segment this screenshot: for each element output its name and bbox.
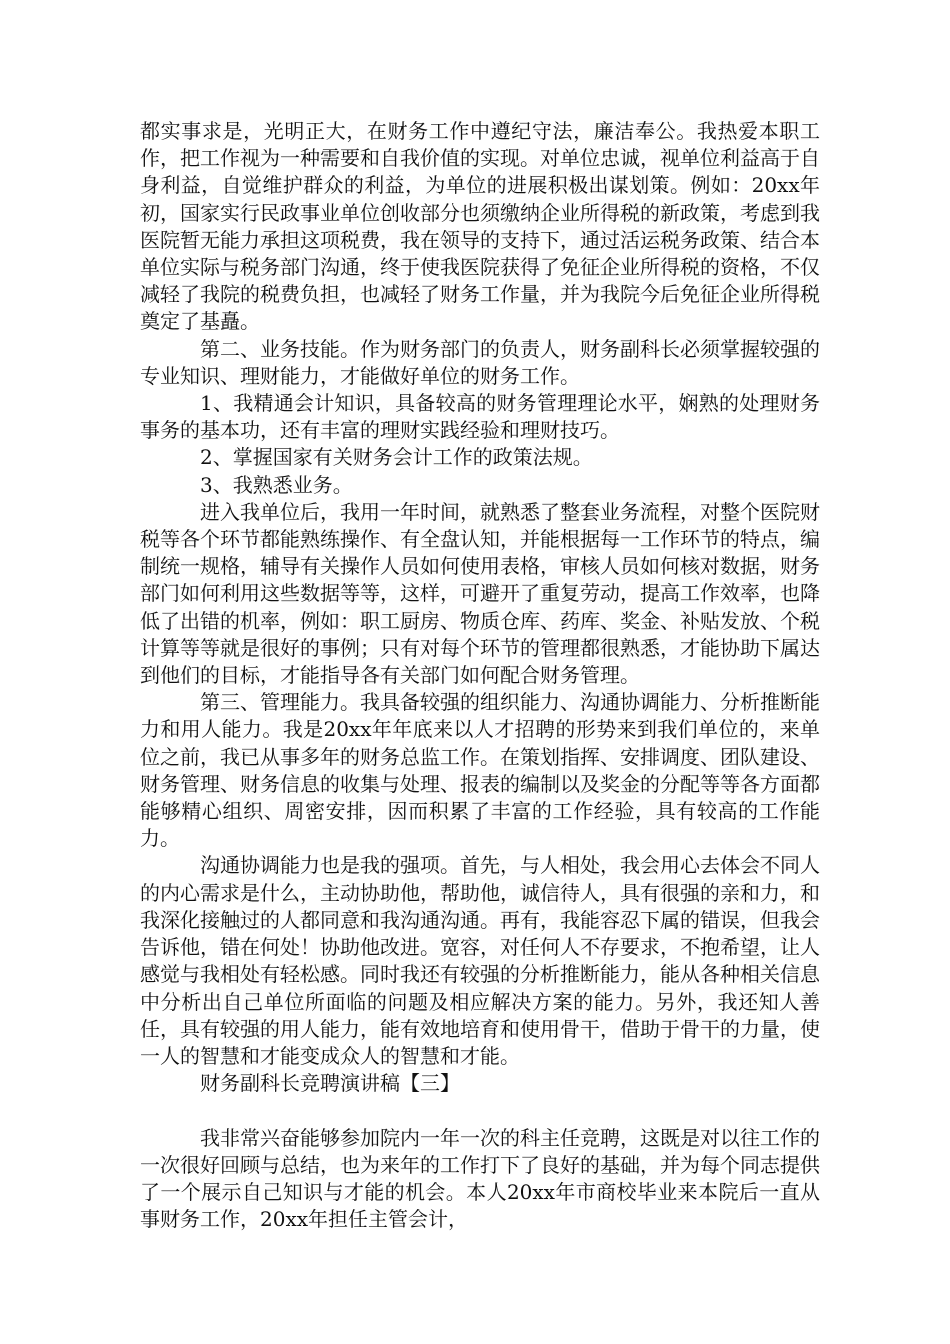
paragraph-communication: 沟通协调能力也是我的强项。首先，与人相处，我会用心去体会不同人的内心需求是什么，主动协助他，帮助他，诚信待人，具有很强的亲和力，和我深化接触过的人都同意和我沟通沟通。再有，我能容忍下属的错误，但我会告诉他，错在何处！协助他改进。宽容，对任何人不存要求，不抱希望，让人感觉与我相处有轻松感。同时我还有较强的分析推断能力，能从各种相关信息中分析出自己单位所面临的问题及相应解决方案的能力。另外，我还知人善任，具有较强的用人能力，能有效地培育和使用骨干，借助于骨干的力量，使一人的智慧和才能变成众人的智慧和才能。	[140, 853, 820, 1068]
paragraph-management: 第三、管理能力。我具备较强的组织能力、沟通协调能力、分析推断能力和用人能力。我是20xx年年底来以人才招聘的形势来到我们单位的，来单位之前，我已从事多年的财务总监工作。在策划指挥、安排调度、团队建设、财务管理、财务信息的收集与处理、报表的编制以及奖金的分配等等各方面都能够精心组织、周密安排，因而积累了丰富的工作经验，具有较高的工作能力。	[140, 690, 820, 851]
paragraph-skill-1: 1、我精通会计知识，具备较高的财务管理理论水平，娴熟的处理财务事务的基本功，还有丰富的理财实践经验和理财技巧。	[140, 391, 820, 443]
blank-line	[140, 1097, 820, 1124]
paragraph-skill-3: 3、我熟悉业务。	[200, 472, 353, 497]
paragraph-integrity: 都实事求是，光明正大，在财务工作中遵纪守法，廉洁奉公。我热爱本职工作，把工作视为一种需要和自我价值的实现。对单位忠诚，视单位利益高于自身利益，自觉维护群众的利益，为单位的进展积极出谋划策。例如：20xx年初，国家实行民政事业单位创收部分也须缴纳企业所得税的新政策，考虑到我医院暂无能力承担这项税费，我在领导的支持下，通过活运税务政策、结合本单位实际与税务部门沟通，终于使我医院获得了免征企业所得税的资格，不仅减轻了我院的税费负担，也减轻了财务工作量，并为我院今后免征企业所得税奠定了基矗。	[140, 119, 820, 334]
paragraph-workflow: 进入我单位后，我用一年时间，就熟悉了整套业务流程，对整个医院财税等各个环节都能熟练操作、有全盘认知，并能根据每一工作环节的特点，编制统一规格，辅导有关操作人员如何使用表格，审核人员如何核对数据，财务部门如何利用这些数据等等，这样，可避开了重复劳动，提高工作效率，也降低了出错的机率，例如：职工厨房、物质仓库、药库、奖金、补贴发放、个税计算等等就是很好的事例；只有对每个环节的管理都很熟悉，才能协助下属达到他们的目标，才能指导各有关部门如何配合财务管理。	[140, 499, 820, 688]
paragraph-business-skills: 第二、业务技能。作为财务部门的负责人，财务副科长必须掌握较强的专业知识、理财能力，才能做好单位的财务工作。	[140, 336, 820, 388]
paragraph-speech-intro: 我非常兴奋能够参加院内一年一次的科主任竞聘，这既是对以往工作的一次很好回顾与总结，也为来年的工作打下了良好的基础，并为每个同志提供了一个展示自己知识与才能的机会。本人20xx年市商校毕业来本院后一直从事财务工作，20xx年担任主管会计，	[140, 1125, 820, 1232]
document-body	[140, 118, 820, 1233]
section-heading: 财务副科长竞聘演讲稿【三】	[200, 1071, 460, 1096]
paragraph-skill-2: 2、掌握国家有关财务会计工作的政策法规。	[200, 445, 593, 470]
